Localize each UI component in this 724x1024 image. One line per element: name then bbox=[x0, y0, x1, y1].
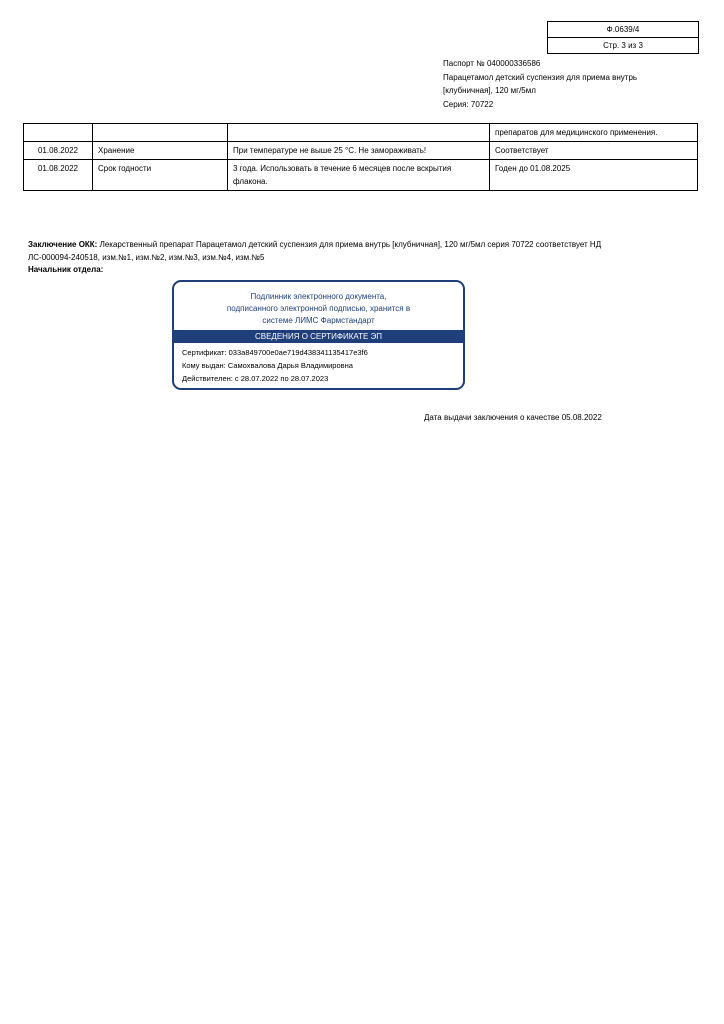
stamp-validity: Действителен: с 28.07.2022 по 28.07.2023 bbox=[182, 374, 329, 383]
table-row bbox=[24, 124, 698, 142]
conclusion-label: Заключение ОКК: bbox=[28, 240, 98, 249]
parameter-cell bbox=[93, 124, 228, 142]
series-number: Серия: 70722 bbox=[443, 99, 494, 109]
requirement-cell: 3 года. Использовать в течение 6 месяцев после вскрытия флакона. bbox=[228, 160, 490, 191]
product-name-line2: [клубничная], 120 мг/5мл bbox=[443, 86, 536, 95]
date-cell: 01.08.2022 bbox=[24, 160, 93, 191]
product-name-line1: Парацетамол детский суспензия для приема внутрь bbox=[443, 72, 638, 82]
parameter-cell: Хранение bbox=[93, 142, 228, 160]
issue-date: Дата выдачи заключения о качестве 05.08.2022 bbox=[424, 413, 602, 422]
stamp-line: Подлинник электронного документа, bbox=[250, 292, 387, 301]
page-number: Стр. 3 из 3 bbox=[548, 37, 698, 53]
result-cell: Годен до 01.08.2025 bbox=[490, 160, 698, 191]
conclusion-block bbox=[28, 238, 628, 264]
head-of-department-label: Начальник отдела: bbox=[28, 265, 104, 274]
stamp-certificate-id: Сертификат: 033a849700e0ae719d438341135417e3f6 bbox=[182, 348, 368, 357]
form-code-box bbox=[547, 21, 699, 54]
result-cell: препаратов для медицинского применения. bbox=[490, 124, 698, 142]
stamp-line: подписанного электронной подписью, хранится в bbox=[226, 304, 411, 313]
requirement-cell: При температуре не выше 25 °C. Не замораживать! bbox=[228, 142, 490, 160]
requirement-cell bbox=[228, 124, 490, 142]
parameter-cell: Срок годности bbox=[93, 160, 228, 191]
table-row bbox=[24, 142, 698, 160]
table-row bbox=[24, 160, 698, 191]
date-cell: 01.08.2022 bbox=[24, 142, 93, 160]
electronic-signature-stamp bbox=[172, 280, 465, 390]
stamp-header bbox=[174, 282, 463, 325]
stamp-issued-to: Кому выдан: Самохвалова Дарья Владимировна bbox=[182, 361, 353, 370]
passport-number: Паспорт № 040000336586 bbox=[443, 59, 541, 68]
passport-header bbox=[443, 57, 637, 111]
date-cell bbox=[24, 124, 93, 142]
quality-table bbox=[23, 123, 698, 191]
result-cell: Соответствует bbox=[490, 142, 698, 160]
stamp-line: системе ЛИМС Фармстандарт bbox=[262, 316, 375, 325]
form-code: Ф.0639/4 bbox=[606, 25, 640, 34]
conclusion-text: Лекарственный препарат Парацетамол детский суспензия для приема внутрь [клубничная], 120 мг/5мл серия 70722 соответствует НД ЛС-000094-240518, изм.№1, изм.№2, изм.№3, изм.№4, изм.№5 bbox=[28, 240, 602, 262]
stamp-certificate-band: СВЕДЕНИЯ О СЕРТИФИКАТЕ ЭП bbox=[174, 330, 463, 343]
